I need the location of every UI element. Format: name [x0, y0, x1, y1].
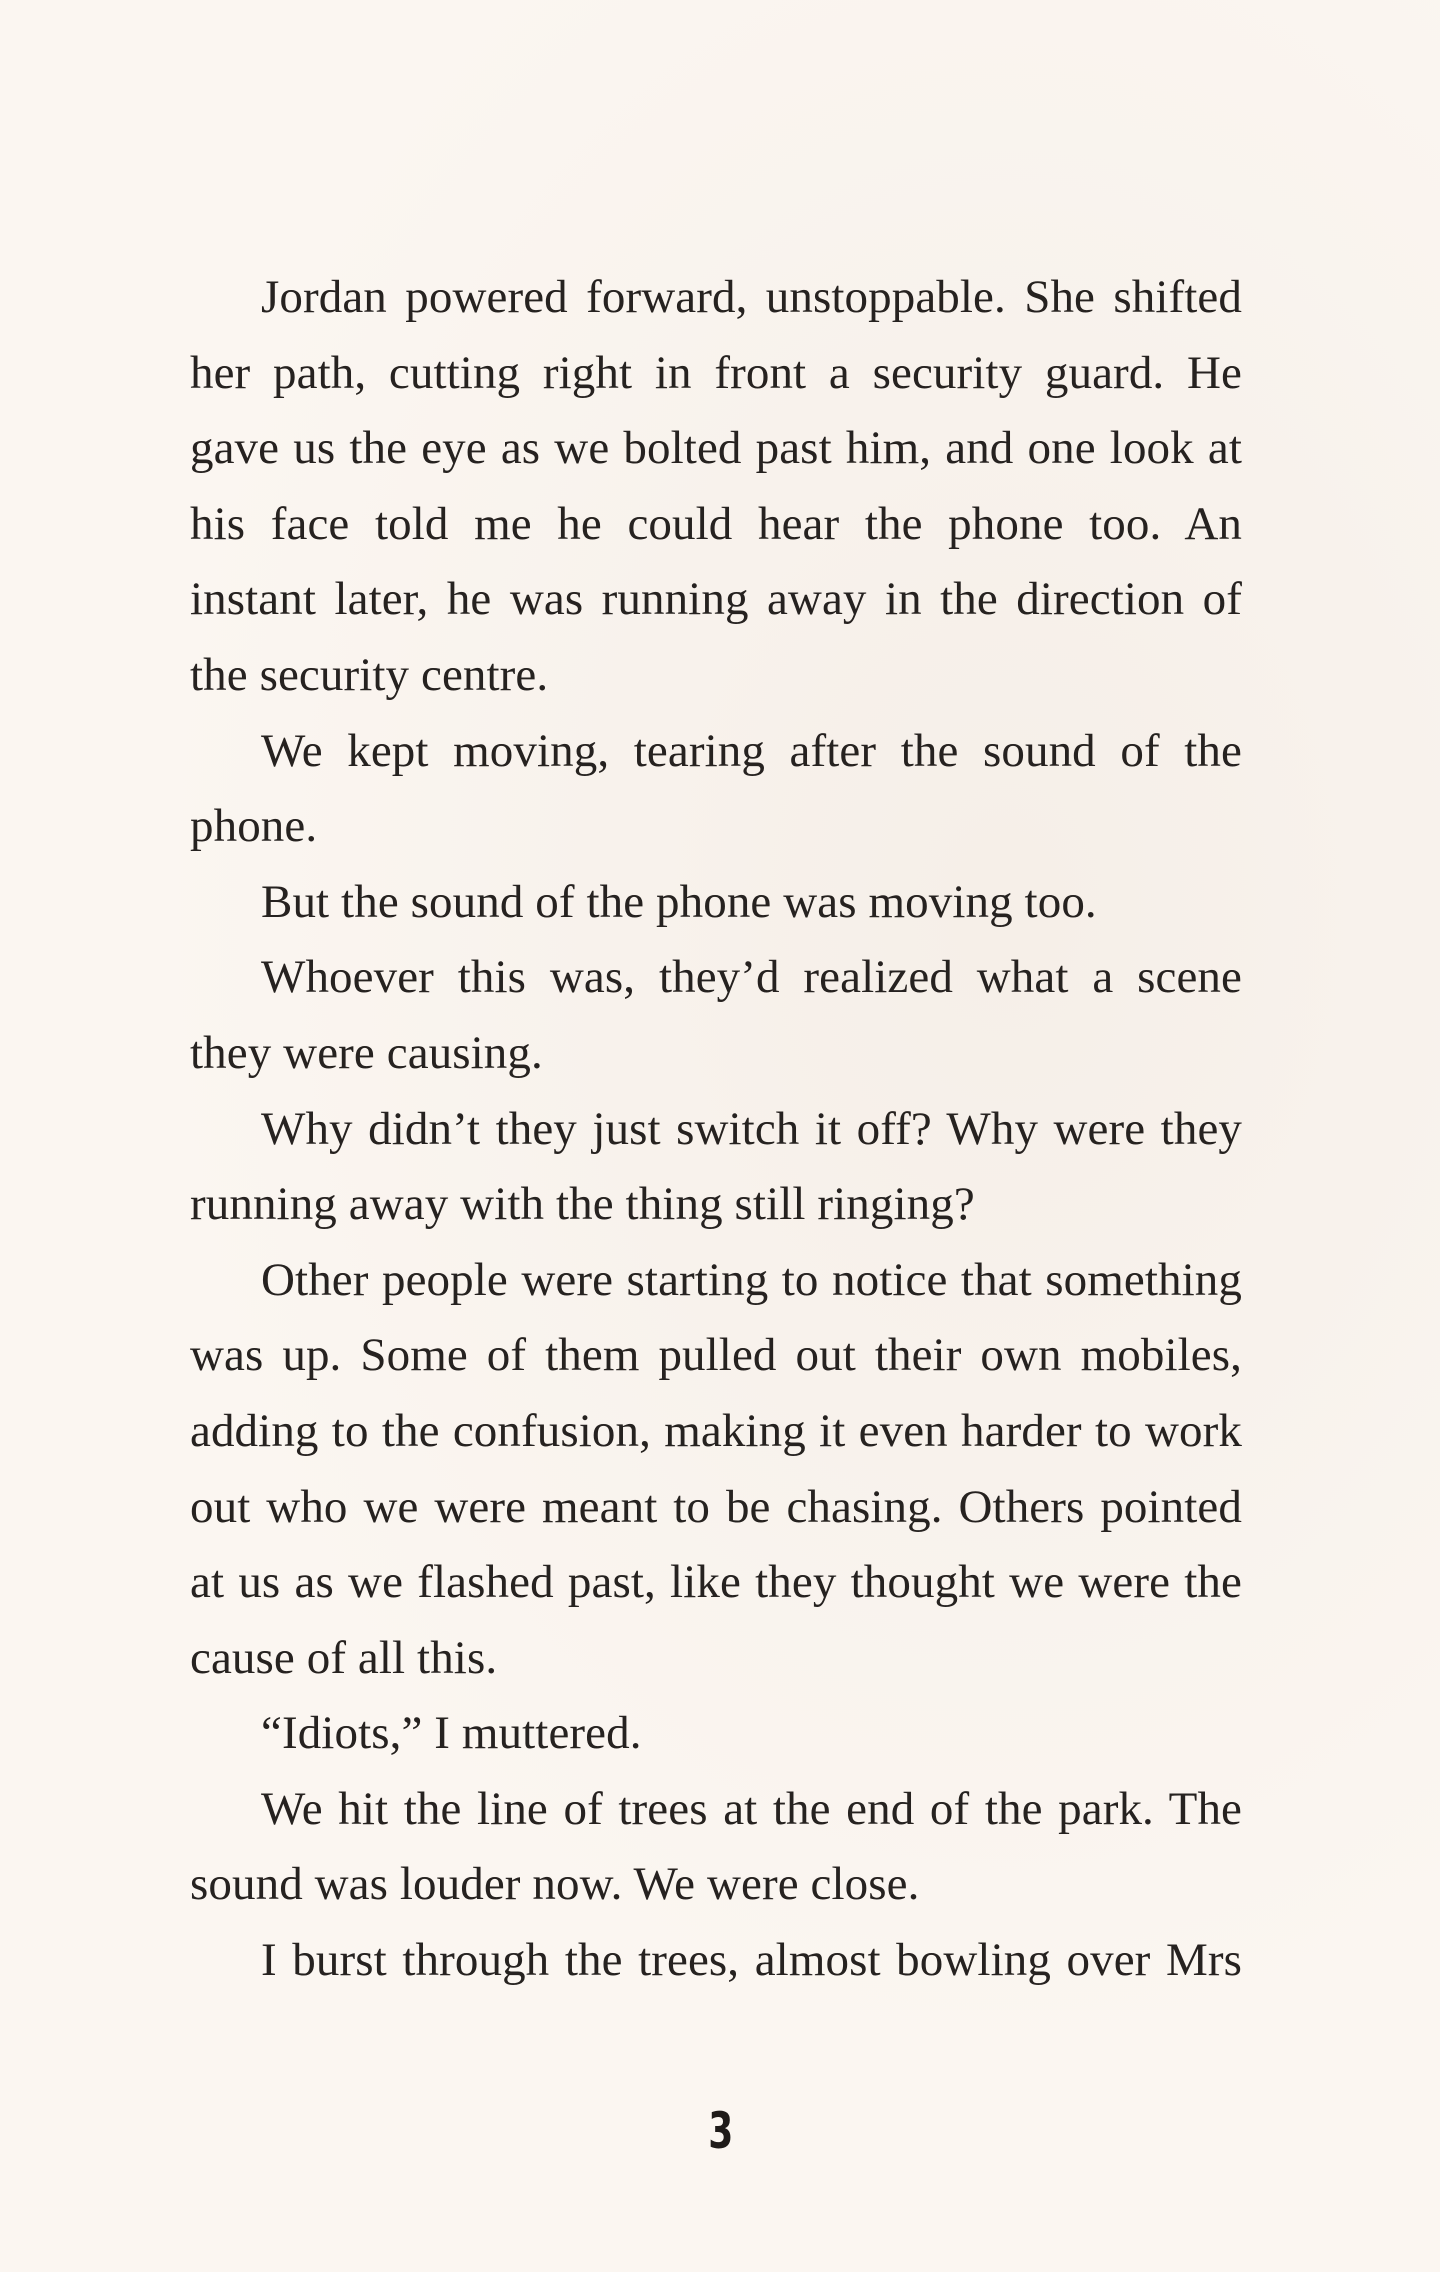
paragraph-8: We hit the line of trees at the end of the park. The sound was louder now. We were close. — [190, 1782, 1242, 1911]
paragraph-6: Other people were starting to notice that something was up. Some of them pulled out their own mobiles, adding to the confusion, making it even harder to work out who we were meant to be chasing. Others pointed at us as we flashed past, like they thought we were the cause of all this. — [190, 1253, 1242, 1684]
paragraph-5: Why didn’t they just switch it off? Why were they running away with the thing still ringing? — [190, 1102, 1242, 1231]
paragraph-4: Whoever this was, they’d realized what a scene they were causing. — [190, 951, 1242, 1079]
paragraph-3: But the sound of the phone was moving too. — [261, 875, 1097, 928]
page-number: 3 — [708, 2102, 732, 2160]
paragraph-2: We kept moving, tearing after the sound of the phone. — [190, 724, 1242, 853]
body-text — [190, 260, 1242, 1999]
paragraph-1: Jordan powered forward, unstoppable. She shifted her path, cutting right in front a security guard. He gave us the eye as we bolted past him, and one look at his face told me he could hear the phone too. An instant later, he was running away in the direction of the security centre. — [190, 271, 1242, 701]
paragraph-7: “Idiots,” I muttered. — [261, 1707, 642, 1760]
paragraph-9: I burst through the trees, almost bowling over Mrs — [261, 1934, 1242, 1987]
